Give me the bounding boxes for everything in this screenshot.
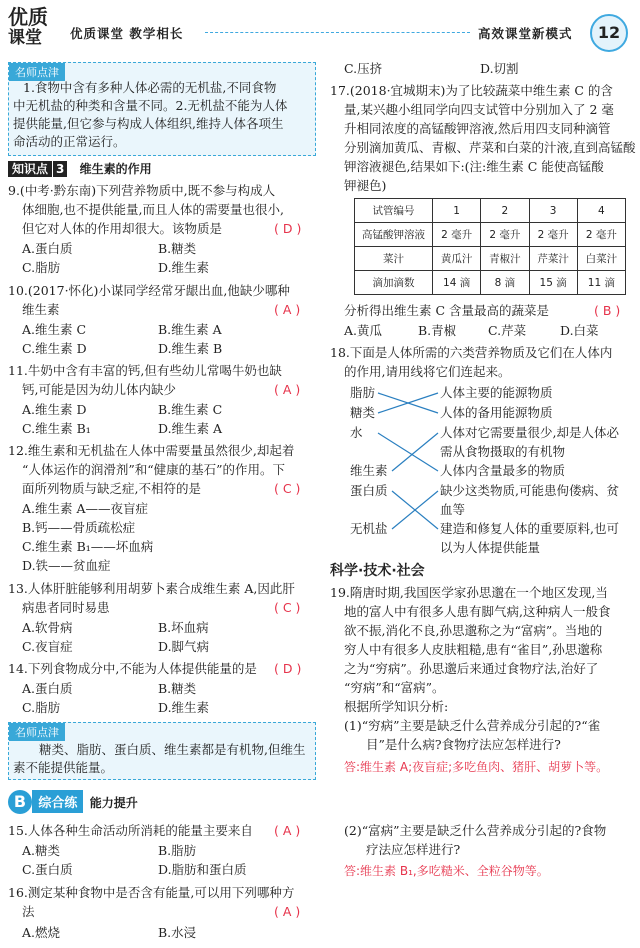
table-row [355,271,626,295]
option: C.维生素 D [22,341,87,356]
kp-number: 3 [52,161,67,177]
answer: ( C ) [274,600,301,615]
table-cell: 14 滴 [433,271,481,295]
option: A.燃烧 [22,925,61,940]
match-line [378,433,438,471]
match-right-item: 以为人体提供能量 [440,540,541,555]
tip-line: 中无机盐的种类和含量不同。2.无机盐不能为人体 [13,98,288,113]
header-divider [205,32,470,33]
knowledge-point-heading [8,160,152,177]
option: B.坏血病 [158,620,209,635]
q-text: 欲不振,消化不良,孙思邈称之为“富病”。当地的 [344,623,603,638]
answer: 答:维生素 A;夜盲症;多吃鱼肉、猪肝、胡萝卜等。 [344,760,609,774]
logo-top-text: 优质 [8,5,48,29]
option: C.维生素 B₁——坏血病 [22,539,154,554]
option: B.维生素 C [158,402,223,417]
answer: ( D ) [274,221,302,236]
q-text: 18.下面是人体所需的六类营养物质及它们在人体内 [330,345,613,360]
q-text: 目”是什么病?食物疗法应怎样进行? [366,737,561,752]
q-text: 面所列物质与缺乏症,不相符的是 [22,481,201,496]
match-right-item: 人体的备用能源物质 [440,405,553,420]
header-right-slogan: 高效课堂新模式 [478,26,573,41]
match-right-item: 血等 [440,502,466,517]
q-text: 14.下列食物成分中,不能为人体提供能量的是 [8,661,257,676]
answer: ( A ) [274,382,301,397]
experiment-table [354,198,626,295]
q-text: 13.人体肝脏能够利用胡萝卜素合成维生素 A,因此肝 [8,581,295,596]
option: A.糖类 [22,843,61,858]
option: C.压挤 [344,61,383,76]
option: D.脚气病 [158,639,210,654]
q-text: 疗法应怎样进行? [366,842,461,857]
option: B.糖类 [158,681,197,696]
q-text: 之为“穷病”。孙思邈后来通过食物疗法,治好了 [344,661,599,676]
table-row [355,247,626,271]
matching-lines [376,380,442,550]
q-text: 12.维生素和无机盐在人体中需要量虽然很少,却起着 [8,443,295,458]
section-b-letter: B [8,790,32,814]
teacher-tip-box-2 [8,722,316,780]
q-text: 分析得出维生素 C 含量最高的蔬菜是 [344,303,550,318]
option: A.黄瓜 [344,323,383,338]
tip-line: 提供能量,但它参与构成人体组织,维持人体各项生 [13,116,284,131]
option: B.脂肪 [158,843,197,858]
q-text: 分别滴加黄瓜、青椒、芹菜和白菜的汁液,直到高锰酸 [344,140,636,155]
match-left-item: 维生素 [350,463,388,478]
q-text: (1)“穷病”主要是缺乏什么营养成分引起的?“雀 [344,718,601,733]
match-left-item: 脂肪 [350,385,376,400]
option: D.维生素 A [158,421,223,436]
option: A.维生素 D [22,402,87,417]
option: D.白菜 [560,323,599,338]
option: D.维生素 [158,700,210,715]
tip-tag: 名师点津 [9,63,65,81]
q-text: 10.(2017·怀化)小谋同学经常牙龈出血,他缺少哪种 [8,283,290,298]
table-cell: 滴加滴数 [355,271,433,295]
q-text: 16.测定某种食物中是否含有能量,可以用下列哪种方 [8,885,295,900]
table-cell: 2 毫升 [481,223,529,247]
option: C.脂肪 [22,260,61,275]
q-text: 11.牛奶中含有丰富的钙,但有些幼儿常喝牛奶也缺 [8,363,282,378]
match-right-item: 人体内含量最多的物质 [440,463,566,478]
answer: ( A ) [274,823,301,838]
q-text: 17.(2018·宜城期末)为了比较蔬菜中维生素 C 的含 [330,83,613,98]
option: D.维生素 [158,260,210,275]
match-right-item: 人体主要的能源物质 [440,385,553,400]
q-text: 钙,可能是因为幼儿体内缺少 [22,382,176,397]
option: C.蛋白质 [22,862,73,877]
answer: ( B ) [594,303,621,318]
q-text: 量,某兴趣小组同学向四支试管中分别加入了 2 毫 [344,102,614,117]
q-text: 的作用,请用线将它们连起来。 [344,364,511,379]
option: B.维生素 A [158,322,222,337]
table-row [355,199,626,223]
page-header [0,0,640,56]
table-cell: 3 [529,199,577,223]
table-row [355,223,626,247]
table-cell: 2 毫升 [577,223,625,247]
q-text: 钾溶液褪色,结果如下:(注:维生素 C 能使高锰酸 [344,159,604,174]
q-text: “人体运作的润滑剂”和“健康的基石”的作用。下 [22,462,286,477]
q-text: “穷病”和“富病”。 [344,680,445,695]
match-left-item: 无机盐 [350,521,388,536]
section-b-subtitle: 能力提升 [89,796,138,810]
q-text: 地的富人中有很多人患有脚气病,这种病人一般食 [344,604,611,619]
teacher-tip-box-1 [8,62,316,156]
match-left-item: 蛋白质 [350,483,388,498]
q-text: 体细胞,也不提供能量,而且人体的需要量也很小, [22,202,284,217]
q-text: 19.隋唐时期,我国医学家孙思邈在一个地区发现,当 [330,585,608,600]
option: D.铁——贫血症 [22,558,111,573]
table-cell: 黄瓜汁 [433,247,481,271]
logo-bottom-text: 课堂 [8,28,42,48]
q-text: 15.人体各种生命活动所消耗的能量主要来自 [8,823,253,838]
option: A.蛋白质 [22,681,73,696]
option: A.蛋白质 [22,241,73,256]
tip-line: 1.食物中含有多种人体必需的无机盐,不同食物 [23,80,277,95]
option: A.软骨病 [22,620,73,635]
option: B.水浸 [158,925,197,940]
table-cell: 高锰酸钾溶液 [355,223,433,247]
header-left-slogan: 优质课堂 教学相长 [70,26,184,41]
table-cell: 2 毫升 [529,223,577,247]
option: C.脂肪 [22,700,61,715]
q-text: 钾褪色) [344,178,387,193]
tip-tag: 名师点津 [9,723,65,741]
q-text: 9.(中考·黔东南)下列营养物质中,既不参与构成人 [8,183,276,198]
answer: ( A ) [274,904,301,919]
match-left-item: 糖类 [350,405,376,420]
option: D.脂肪和蛋白质 [158,862,247,877]
option: C.芹菜 [488,323,527,338]
table-cell: 青椒汁 [481,247,529,271]
table-cell: 1 [433,199,481,223]
answer: ( A ) [274,302,301,317]
option: B.糖类 [158,241,197,256]
section-sts-heading: 科学·技术·社会 [330,563,425,579]
match-right-item: 建造和修复人体的重要原料,也可 [440,521,619,536]
q-text: 升相同浓度的高锰酸钾溶液,然后用四支同种滴管 [344,121,611,136]
tip-line: 糖类、脂肪、蛋白质、维生素都是有机物,但维生 [39,742,306,757]
table-cell: 白菜汁 [577,247,625,271]
q-text: 穷人中有很多人皮肤粗糙,患有“雀目”,孙思邈称 [344,642,603,657]
option: B.青椒 [418,323,457,338]
table-cell: 2 [481,199,529,223]
tip-line: 命活动的正常运行。 [13,134,126,149]
section-b-heading [8,790,168,816]
table-cell: 4 [577,199,625,223]
table-cell: 芹菜汁 [529,247,577,271]
answer: 答:维生素 B₁,多吃糙米、全粒谷物等。 [344,864,549,878]
kp-title: 维生素的作用 [79,162,152,176]
option: D.切割 [480,61,519,76]
section-b-title: 综合练 [32,790,83,813]
option: C.夜盲症 [22,639,73,654]
table-cell: 菜汁 [355,247,433,271]
brand-logo [8,6,62,50]
table-cell: 2 毫升 [433,223,481,247]
match-right-item: 缺少这类物质,可能患佝偻病、贫 [440,483,619,498]
match-left-item: 水 [350,425,363,440]
tip-line: 素不能提供能量。 [13,760,114,775]
option: B.钙——骨质疏松症 [22,520,136,535]
table-cell: 8 滴 [481,271,529,295]
answer: ( C ) [274,481,301,496]
page-number: 12 [590,14,628,52]
q-text: 病患者同时易患 [22,600,110,615]
option: D.维生素 B [158,341,223,356]
option: C.维生素 B₁ [22,421,91,436]
q-text: 但它对人体的作用却很大。该物质是 [22,221,223,236]
option: A.维生素 C [22,322,87,337]
q-text: (2)“富病”主要是缺乏什么营养成分引起的?食物 [344,823,607,838]
q-text: 根据所学知识分析: [344,699,449,714]
kp-tag: 知识点 [8,161,52,177]
table-cell: 11 滴 [577,271,625,295]
q-text: 维生素 [22,302,60,317]
match-right-item: 需从食物摄取的有机物 [440,444,566,459]
table-cell: 试管编号 [355,199,433,223]
table-cell: 15 滴 [529,271,577,295]
answer: ( D ) [274,661,302,676]
match-right-item: 人体对它需要量很少,却是人体必 [440,425,619,440]
match-line [392,433,438,471]
q-text: 法 [22,904,35,919]
option: A.维生素 A——夜盲症 [22,501,149,516]
